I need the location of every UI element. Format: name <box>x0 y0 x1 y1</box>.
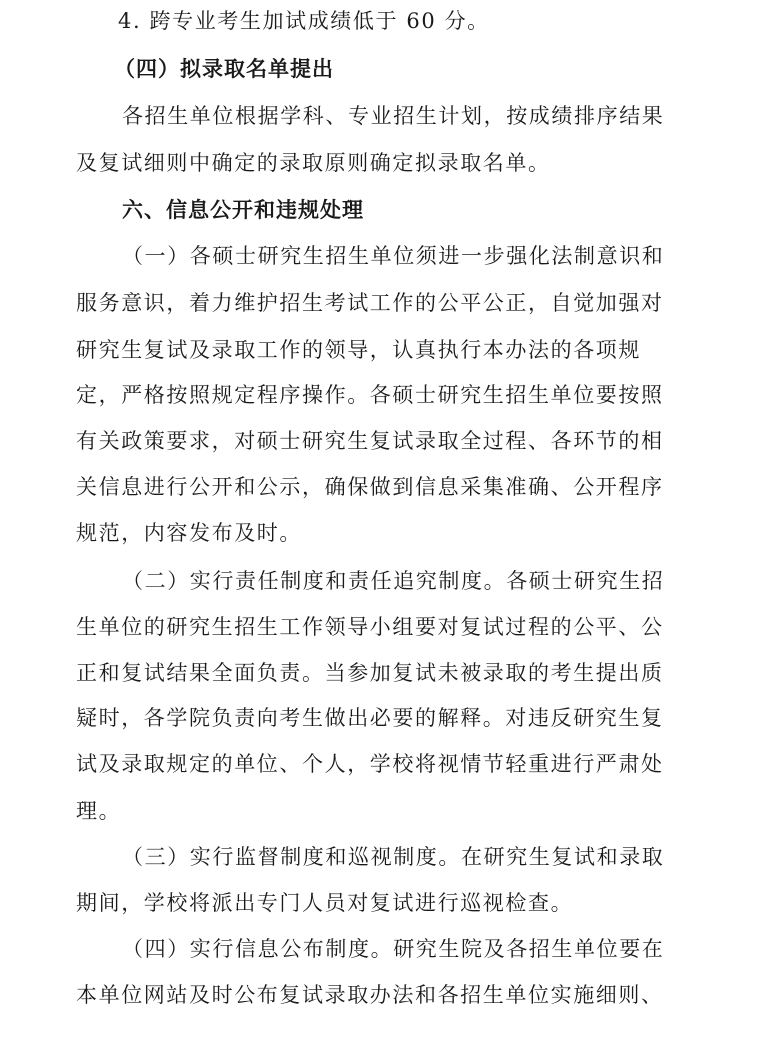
paragraph-line: 研究生复试及录取工作的领导，认真执行本办法的各项规 <box>76 338 641 362</box>
paragraph-line: 疑时，各学院负责向考生做出必要的解释。对违反研究生复 <box>76 706 664 730</box>
paragraph-line: 试及录取规定的单位、个人，学校将视情节轻重进行严肃处 <box>76 752 664 776</box>
paragraph-line: （二）实行责任制度和责任追究制度。各硕士研究生招 <box>122 569 665 593</box>
paragraph-line: 服务意识，着力维护招生考试工作的公平公正，自觉加强对 <box>76 291 664 315</box>
paragraph-line: 关信息进行公开和公示，确保做到信息采集准确、公开程序 <box>76 475 664 499</box>
paragraph-line: 定，严格按照规定程序操作。各硕士研究生招生单位要按照 <box>76 383 664 407</box>
paragraph-line: 本单位网站及时公布复试录取办法和各招生单位实施细则、 <box>76 983 664 1007</box>
section-heading-6: 六、信息公开和违规处理 <box>122 198 364 222</box>
paragraph-line: （一）各硕士研究生招生单位须进一步强化法制意识和 <box>122 244 665 268</box>
paragraph-line: 生单位的研究生招生工作领导小组要对复试过程的公平、公 <box>76 615 664 639</box>
list-item-4: 4. 跨专业考生加试成绩低于 60 分。 <box>118 9 490 33</box>
paragraph-line: 各招生单位根据学科、专业招生计划，按成绩排序结果 <box>122 104 665 128</box>
paragraph-line: 理。 <box>76 799 122 823</box>
subsection-heading-4: （四）拟录取名单提出 <box>114 57 334 81</box>
paragraph-line: 正和复试结果全面负责。当参加复试未被录取的考生提出质 <box>76 661 664 685</box>
paragraph-line: 规范，内容发布及时。 <box>76 521 302 545</box>
paragraph-line: 期间，学校将派出专门人员对复试进行巡视检查。 <box>76 891 574 915</box>
paragraph-line: 及复试细则中确定的录取原则确定拟录取名单。 <box>76 151 551 175</box>
paragraph-line: （四）实行信息公布制度。研究生院及各招生单位要在 <box>122 937 665 961</box>
paragraph-line: （三）实行监督制度和巡视制度。在研究生复试和录取 <box>122 845 665 869</box>
paragraph-line: 有关政策要求，对硕士研究生复试录取全过程、各环节的相 <box>76 429 664 453</box>
